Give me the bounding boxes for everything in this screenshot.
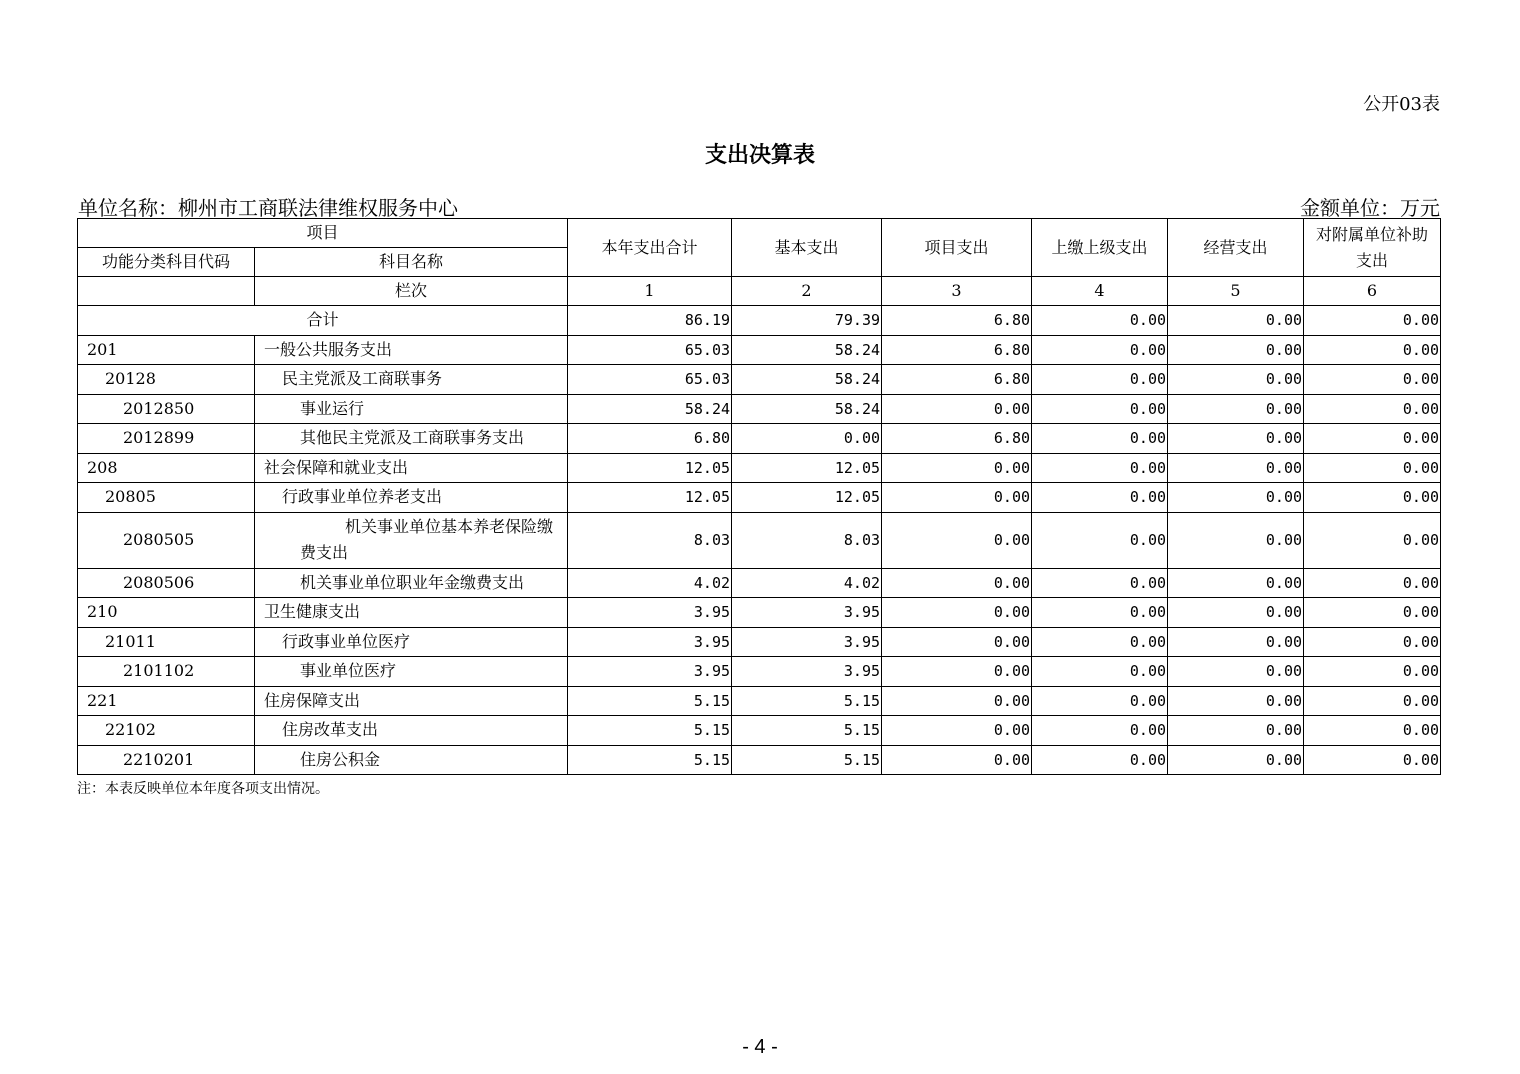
row-value: 0.00	[882, 512, 1032, 568]
row-code: 2012899	[78, 424, 255, 454]
row-code: 2080505	[78, 512, 255, 568]
row-value: 12.05	[732, 483, 882, 513]
row-value: 0.00	[1168, 568, 1304, 598]
table-row	[78, 716, 1441, 746]
row-value: 0.00	[1304, 598, 1441, 628]
table-note: 注：本表反映单位本年度各项支出情况。	[77, 781, 329, 797]
header-idx: 4	[1032, 277, 1168, 306]
row-value: 6.80	[882, 365, 1032, 395]
row-value: 0.00	[1304, 512, 1441, 568]
row-value: 0.00	[732, 424, 882, 454]
row-name: 事业运行	[255, 394, 568, 424]
row-value: 0.00	[1304, 453, 1441, 483]
row-value: 0.00	[882, 568, 1032, 598]
row-value: 0.00	[1304, 745, 1441, 775]
total-value: 86.19	[568, 306, 732, 336]
row-name: 行政事业单位医疗	[255, 627, 568, 657]
row-value: 65.03	[568, 365, 732, 395]
row-value: 5.15	[568, 716, 732, 746]
row-value: 58.24	[732, 394, 882, 424]
header-col1: 本年支出合计	[568, 219, 732, 277]
expenditure-table	[77, 218, 1441, 775]
table-row	[78, 627, 1441, 657]
row-code: 2080506	[78, 568, 255, 598]
row-value: 0.00	[1168, 424, 1304, 454]
row-name: 民主党派及工商联事务	[255, 365, 568, 395]
row-code: 2210201	[78, 745, 255, 775]
row-value: 58.24	[568, 394, 732, 424]
row-value: 3.95	[568, 657, 732, 687]
row-value: 3.95	[732, 598, 882, 628]
table-row	[78, 686, 1441, 716]
row-value: 0.00	[1168, 394, 1304, 424]
row-value: 0.00	[882, 716, 1032, 746]
row-value: 3.95	[568, 627, 732, 657]
total-label: 合计	[78, 306, 568, 336]
row-name: 住房改革支出	[255, 716, 568, 746]
header-row-label: 栏次	[255, 277, 568, 306]
row-code: 208	[78, 453, 255, 483]
row-code: 201	[78, 335, 255, 365]
row-value: 58.24	[732, 335, 882, 365]
row-value: 58.24	[732, 365, 882, 395]
row-name: 住房保障支出	[255, 686, 568, 716]
row-value: 0.00	[1168, 686, 1304, 716]
row-name: 其他民主党派及工商联事务支出	[255, 424, 568, 454]
table-row	[78, 365, 1441, 395]
row-value: 0.00	[882, 627, 1032, 657]
row-code: 20128	[78, 365, 255, 395]
row-name: 社会保障和就业支出	[255, 453, 568, 483]
row-value: 0.00	[882, 598, 1032, 628]
total-value: 0.00	[1032, 306, 1168, 336]
row-value: 12.05	[568, 483, 732, 513]
table-row	[78, 424, 1441, 454]
page-number: - 4 -	[742, 1036, 778, 1058]
row-value: 6.80	[568, 424, 732, 454]
row-value: 0.00	[1168, 365, 1304, 395]
row-value: 0.00	[1168, 627, 1304, 657]
row-value: 0.00	[1032, 598, 1168, 628]
row-code: 22102	[78, 716, 255, 746]
header-col5: 经营支出	[1168, 219, 1304, 277]
row-value: 0.00	[1168, 657, 1304, 687]
header-idx: 3	[882, 277, 1032, 306]
header-col2: 基本支出	[732, 219, 882, 277]
row-value: 0.00	[1032, 568, 1168, 598]
row-value: 0.00	[1032, 365, 1168, 395]
row-value: 0.00	[1032, 627, 1168, 657]
table-row	[78, 598, 1441, 628]
row-value: 12.05	[732, 453, 882, 483]
row-value: 3.95	[732, 627, 882, 657]
row-value: 0.00	[1168, 745, 1304, 775]
row-code: 2101102	[78, 657, 255, 687]
table-row	[78, 512, 1441, 568]
row-value: 0.00	[1032, 424, 1168, 454]
row-value: 0.00	[1304, 424, 1441, 454]
table-row	[78, 657, 1441, 687]
total-value: 0.00	[1304, 306, 1441, 336]
row-value: 0.00	[1304, 686, 1441, 716]
row-value: 0.00	[1032, 512, 1168, 568]
row-value: 8.03	[732, 512, 882, 568]
row-value: 4.02	[568, 568, 732, 598]
row-value: 0.00	[1304, 394, 1441, 424]
row-value: 0.00	[1168, 335, 1304, 365]
row-value: 0.00	[1168, 598, 1304, 628]
row-value: 0.00	[1304, 627, 1441, 657]
row-value: 0.00	[882, 686, 1032, 716]
row-value: 12.05	[568, 453, 732, 483]
row-value: 5.15	[568, 686, 732, 716]
row-code: 21011	[78, 627, 255, 657]
header-project: 项目	[78, 219, 568, 248]
row-value: 5.15	[732, 745, 882, 775]
row-value: 0.00	[882, 483, 1032, 513]
row-value: 5.15	[568, 745, 732, 775]
row-value: 3.95	[732, 657, 882, 687]
header-col6: 对附属单位补助支出	[1304, 219, 1441, 277]
total-value: 6.80	[882, 306, 1032, 336]
row-value: 0.00	[1304, 365, 1441, 395]
row-name: 事业单位医疗	[255, 657, 568, 687]
table-row	[78, 335, 1441, 365]
table-row	[78, 394, 1441, 424]
header-idx: 5	[1168, 277, 1304, 306]
row-code: 20805	[78, 483, 255, 513]
row-value: 0.00	[882, 657, 1032, 687]
table-row	[78, 453, 1441, 483]
row-name: 卫生健康支出	[255, 598, 568, 628]
total-value: 79.39	[732, 306, 882, 336]
row-value: 6.80	[882, 424, 1032, 454]
row-value: 0.00	[1168, 512, 1304, 568]
row-value: 8.03	[568, 512, 732, 568]
row-code: 221	[78, 686, 255, 716]
header-idx: 2	[732, 277, 882, 306]
row-value: 0.00	[1032, 453, 1168, 483]
header-code: 功能分类科目代码	[78, 248, 255, 277]
table-row	[78, 568, 1441, 598]
header-col4: 上缴上级支出	[1032, 219, 1168, 277]
row-value: 5.15	[732, 716, 882, 746]
row-name: 机关事业单位职业年金缴费支出	[255, 568, 568, 598]
row-value: 0.00	[1032, 716, 1168, 746]
row-name: 住房公积金	[255, 745, 568, 775]
row-value: 5.15	[732, 686, 882, 716]
row-value: 0.00	[1304, 657, 1441, 687]
row-value: 0.00	[1304, 568, 1441, 598]
row-value: 0.00	[1168, 483, 1304, 513]
row-value: 0.00	[1032, 483, 1168, 513]
row-value: 0.00	[1032, 686, 1168, 716]
row-value: 0.00	[1032, 394, 1168, 424]
row-value: 0.00	[1032, 335, 1168, 365]
row-value: 0.00	[882, 745, 1032, 775]
row-name: 一般公共服务支出	[255, 335, 568, 365]
table-row	[78, 483, 1441, 513]
row-value: 4.02	[732, 568, 882, 598]
row-value: 0.00	[1304, 716, 1441, 746]
table-row	[78, 745, 1441, 775]
page-title: 支出决算表	[704, 142, 815, 168]
row-name: 行政事业单位养老支出	[255, 483, 568, 513]
header-idx: 1	[568, 277, 732, 306]
total-row	[78, 306, 1441, 336]
header-idx: 6	[1304, 277, 1441, 306]
row-value: 0.00	[1304, 335, 1441, 365]
header-name: 科目名称	[255, 248, 568, 277]
row-value: 6.80	[882, 335, 1032, 365]
row-value: 0.00	[1168, 453, 1304, 483]
unit-name: 单位名称：柳州市工商联法律维权服务中心	[78, 196, 458, 220]
form-code: 公开03表	[1363, 94, 1440, 115]
row-value: 0.00	[1168, 716, 1304, 746]
row-value: 0.00	[1032, 745, 1168, 775]
row-value: 65.03	[568, 335, 732, 365]
row-name: 机关事业单位基本养老保险缴费支出	[255, 512, 568, 568]
row-value: 0.00	[1304, 483, 1441, 513]
amount-unit: 金额单位：万元	[1300, 196, 1440, 220]
row-value: 3.95	[568, 598, 732, 628]
row-value: 0.00	[882, 394, 1032, 424]
header-blank	[78, 277, 255, 306]
total-value: 0.00	[1168, 306, 1304, 336]
row-code: 2012850	[78, 394, 255, 424]
row-value: 0.00	[882, 453, 1032, 483]
row-code: 210	[78, 598, 255, 628]
row-value: 0.00	[1032, 657, 1168, 687]
header-col3: 项目支出	[882, 219, 1032, 277]
